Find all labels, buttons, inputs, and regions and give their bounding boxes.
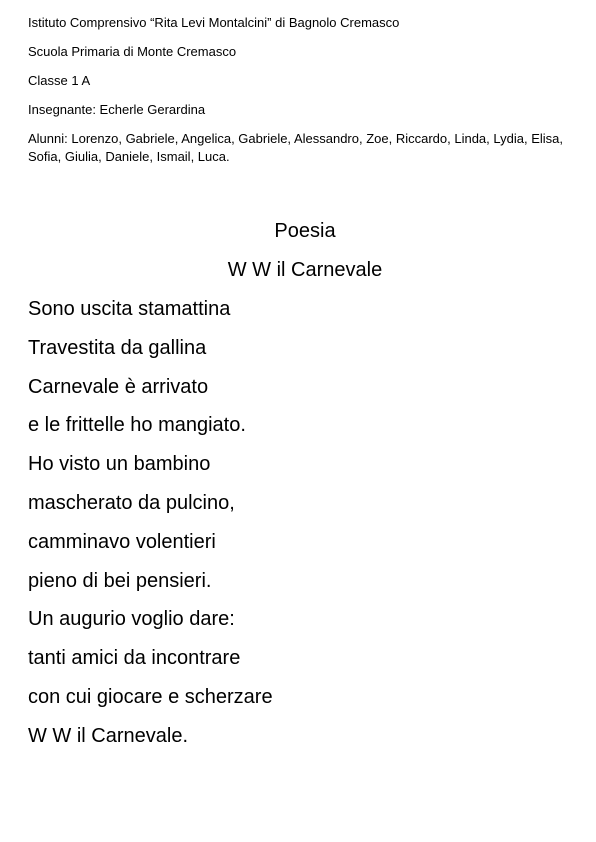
teacher-name: Insegnante: Echerle Gerardina xyxy=(28,102,206,117)
poem-line: Carnevale è arrivato xyxy=(28,375,209,398)
class-name: Classe 1 A xyxy=(28,73,91,88)
poem-line: W W il Carnevale. xyxy=(28,724,189,747)
poem-line: Sono uscita stamattina xyxy=(28,298,231,320)
poem-title-block xyxy=(0,220,596,298)
poem-line: e le frittelle ho mangiato. xyxy=(28,414,246,437)
students-list: Alunni: Lorenzo, Gabriele, Angelica, Gabriele, Alessandro, Zoe, Riccardo, Linda, Lydia, Elisa, Sofia, Giulia, Daniele, Ismail, Luca. xyxy=(28,131,563,164)
document-header xyxy=(28,14,568,177)
poem-line: Ho visto un bambino xyxy=(28,453,211,476)
poem-body xyxy=(28,297,568,763)
school-name: Istituto Comprensivo “Rita Levi Montalcini” di Bagnolo Cremasco xyxy=(28,15,400,30)
poem-line: con cui giocare e scherzare xyxy=(28,685,273,708)
poem-line: mascherato da pulcino, xyxy=(28,491,235,514)
poem-line: Un augurio voglio dare: xyxy=(28,608,235,631)
primary-school-name: Scuola Primaria di Monte Cremasco xyxy=(28,44,237,59)
poem-line: Travestita da gallina xyxy=(28,336,207,359)
poem-title: W W il Carnevale xyxy=(227,259,383,281)
poem-line: tanti amici da incontrare xyxy=(28,647,241,670)
poem-heading: Poesia xyxy=(274,220,336,242)
poem-line: camminavo volentieri xyxy=(28,530,216,553)
poem-line: pieno di bei pensieri. xyxy=(28,569,212,592)
